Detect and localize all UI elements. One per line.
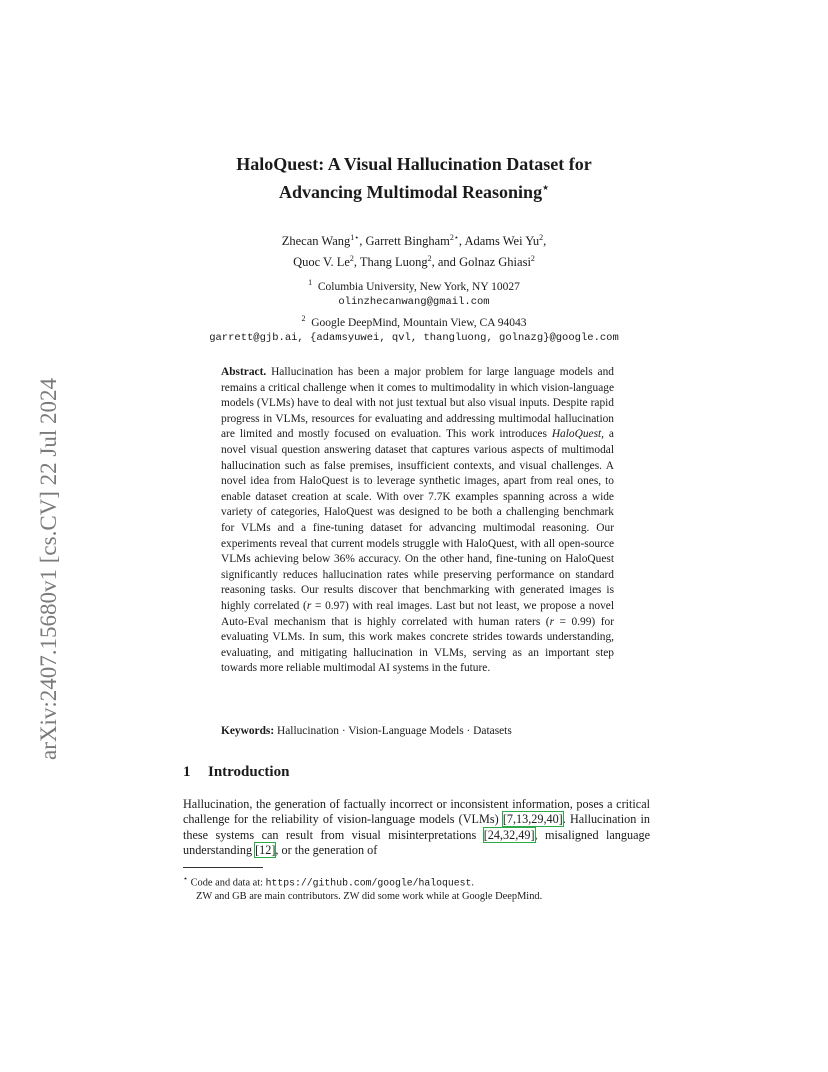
abstract-text: , a novel visual question answering dataset that captures various aspects of multimodal hallucination such as false premises, insufficient contexts, and visual challenges. A novel idea from HaloQuest is to leverage synthetic images, apart from real ones, to enable dataset creation at scale. With over 7.7K examples spanning across a wide variety of categories, HaloQuest was designed to be both a challenging benchmark for VLMs and a fine-tuning dataset for advancing multimodal reasoning. Our experiments reveal that current models struggle with HaloQuest, with all open-source VLMs achieving below 36% accuracy. On the other hand, fine-tuning on HaloQuest significantly reduces hallucination rates while preserving performance on standard reasoning tasks. Our results discover that benchmarking with generated images is highly correlated ( [221, 428, 614, 612]
section-heading [183, 764, 289, 781]
footnote-star: ⋆ [183, 874, 189, 883]
author-sep: , [353, 255, 360, 270]
affiliation-1 [150, 275, 678, 295]
abstract-text: ) for evaluating VLMs. In sum, this work makes concrete strides towards understanding, evaluating, and mitigating hallucination in VLMs, serving as an important step towards more reliable multimodal AI systems in the future. [221, 615, 614, 675]
author-sup: 2 [349, 254, 354, 264]
author-sep: , [543, 234, 547, 249]
author-name: Quoc V. Le [293, 255, 350, 270]
keywords-text: Hallucination · Vision-Language Models · Datasets [274, 725, 512, 737]
affiliation-text: Columbia University, New York, NY 10027 [317, 280, 520, 293]
title-line-2: Advancing Multimodal Reasoning⋆ [279, 182, 549, 202]
author-name: Garrett Bingham [365, 234, 450, 249]
abstract [221, 365, 614, 677]
intro-paragraph [183, 797, 650, 859]
correlation-symbol: r [549, 615, 555, 628]
body-text: . Hallucination in these systems can result from visual misinterpretations [183, 812, 650, 842]
title-star: ⋆ [542, 182, 549, 194]
footnote-code [183, 872, 663, 890]
code-url-link[interactable]: https://github.com/google/haloquest [265, 877, 472, 889]
affiliation-2 [150, 311, 678, 331]
author-name: Zhecan Wang [281, 234, 351, 249]
title-line-1: HaloQuest: A Visual Hallucination Dataset for [236, 154, 592, 174]
affiliation-sup: 1 [308, 278, 313, 287]
body-text: , misaligned language understanding [183, 827, 650, 858]
author-line-1 [150, 229, 678, 250]
author-sup: 2⋆ [449, 233, 459, 242]
author-sep: , and [431, 255, 460, 270]
correlation-value: = 0.97 [311, 599, 346, 612]
section-number: 1 [183, 764, 191, 780]
author-name: Adams Wei Yu [464, 234, 540, 249]
author-sup: 2 [539, 233, 544, 242]
abstract-text: ) with real images. Last but not least, we propose a novel Auto-Eval mechanism that is highly correlated with human raters ( [221, 599, 614, 628]
author-sup: 1⋆ [350, 233, 360, 242]
affiliation-text: Google DeepMind, Mountain View, CA 94043 [311, 316, 527, 329]
citation-link[interactable]: [7,13,29,40] [502, 812, 563, 827]
author-sup: 2 [530, 254, 535, 264]
author-sep: , [359, 234, 366, 249]
author-sup: 2 [427, 254, 432, 264]
body-text: , or the generation of [275, 843, 378, 858]
footnote-text: . [471, 877, 475, 889]
author-line-2 [150, 250, 678, 271]
paper-title [150, 152, 678, 204]
keywords [221, 724, 614, 739]
author-name: Thang Luong [359, 255, 428, 270]
arxiv-identifier: arXiv:2407.15680v1 [cs.CV] 22 Jul 2024 [36, 377, 61, 760]
citation-link[interactable]: [24,32,49] [483, 827, 535, 842]
footnotes [183, 872, 663, 904]
author-list [150, 229, 678, 271]
footnote-contributions: ZW and GB are main contributors. ZW did some work while at Google DeepMind. [196, 891, 543, 903]
dataset-name: HaloQuest [551, 428, 602, 441]
correlation-symbol: r [306, 599, 312, 612]
body-text: Hallucination, the generation of factually incorrect or inconsistent information, poses a critical challenge for the reliability of vision-language models (VLMs) [183, 797, 650, 827]
correlation-value: = 0.99 [554, 615, 592, 628]
affiliation-2-email: garrett@gjb.ai, {adamsyuwei, qvl, thangluong, golnazg}@google.com [209, 332, 619, 345]
abstract-text: Hallucination has been a major problem for large language models and remains a critical challenge when it comes to multimodality in which vision-language models (VLMs) have to deal with not just textual but also visual inputs. Despite rapid progress in VLMs, resources for evaluating and addressing multimodal hallucination are limited and mostly focused on evaluation. This work introduces [221, 366, 614, 441]
author-name: Golnaz Ghiasi [459, 255, 531, 270]
keywords-label: Keywords: [221, 725, 275, 737]
citation-link[interactable]: [12] [255, 843, 276, 858]
affiliations [150, 275, 678, 347]
affiliation-1-email: olinzhecanwang@gmail.com [338, 296, 490, 309]
section-title: Introduction [208, 764, 290, 780]
affiliation-sup: 2 [301, 313, 306, 323]
author-sep: , [458, 234, 465, 249]
footnote-text: Code and data at: [188, 877, 266, 889]
abstract-label: Abstract. [221, 366, 267, 378]
footnote-rule [183, 867, 263, 868]
